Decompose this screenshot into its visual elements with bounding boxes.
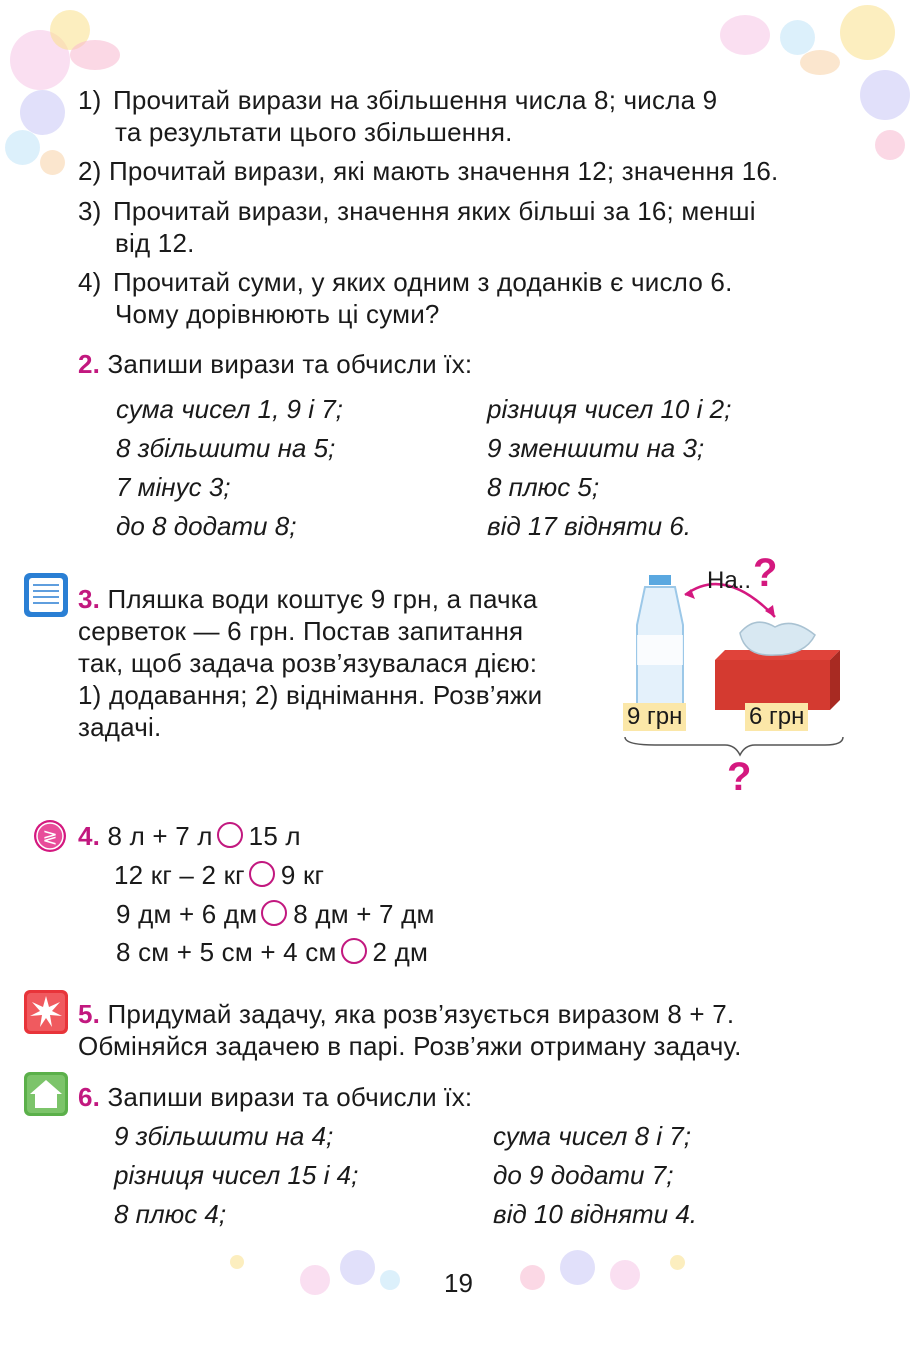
item-text: Прочитай вирази на збільшення числа 8; числа 9 xyxy=(112,85,718,115)
task1-item-3 xyxy=(78,195,848,259)
task4-row-4 xyxy=(116,936,428,968)
text: Пляшка води коштує 9 грн, а пачка xyxy=(107,584,538,614)
home-icon xyxy=(24,1072,68,1116)
tissue-box-icon xyxy=(715,622,840,710)
expr-left: 12 кг – 2 кг xyxy=(114,860,245,890)
expression: різниця чисел 15 і 4; xyxy=(114,1160,359,1190)
page-number: 19 xyxy=(444,1268,473,1298)
task3-text xyxy=(78,583,608,743)
task3-line-4: 1) додавання; 2) віднімання. Розв’яжи xyxy=(78,680,543,710)
price-bottle: 9 грн xyxy=(623,703,686,731)
star-burst-icon xyxy=(24,990,68,1034)
task4-row-1 xyxy=(78,820,301,852)
task2-right-column xyxy=(487,393,867,549)
task1-item-4 xyxy=(78,266,848,330)
task5-line-1 xyxy=(78,998,878,1030)
item-text: Прочитай вирази, які мають значення 12; значення 16. xyxy=(108,156,779,186)
item-text: Прочитай суми, у яких одним з доданків є число 6. xyxy=(112,267,733,297)
expr-left: 8 см + 5 см + 4 см xyxy=(116,937,337,967)
marker: 4) xyxy=(78,267,102,297)
item-text: Прочитай вирази, значення яких більші за 16; менші xyxy=(112,196,756,226)
expression: 8 плюс 5; xyxy=(487,472,600,502)
comparison-circle[interactable] xyxy=(261,900,287,926)
expression: до 9 додати 7; xyxy=(493,1160,674,1190)
expression: сума чисел 8 і 7; xyxy=(493,1121,691,1151)
expression: 9 збільшити на 4; xyxy=(114,1121,334,1151)
task3-line-5: задачі. xyxy=(78,712,162,742)
task6-left-column xyxy=(114,1120,484,1237)
marker: 2) xyxy=(78,156,102,186)
expression: 8 збільшити на 5; xyxy=(116,433,336,463)
bottle-icon xyxy=(637,575,683,705)
comparison-circle[interactable] xyxy=(249,861,275,887)
expression: різниця чисел 10 і 2; xyxy=(487,394,732,424)
expression: 9 зменшити на 3; xyxy=(487,433,705,463)
question-mark-bottom: ? xyxy=(727,755,752,799)
label-na: На.. xyxy=(707,567,752,594)
expression: від 10 відняти 4. xyxy=(493,1199,698,1229)
task-number: 5. xyxy=(78,999,101,1029)
task3-line-3: так, щоб задача розв’язувалася дією: xyxy=(78,648,538,678)
expr-right: 8 дм + 7 дм xyxy=(293,899,435,929)
marker: 1) xyxy=(78,85,102,115)
expr-right: 2 дм xyxy=(372,937,429,967)
task1-item-1 xyxy=(78,84,848,148)
comparison-circle[interactable] xyxy=(341,938,367,964)
expr-right: 15 л xyxy=(248,821,301,851)
notebook-icon xyxy=(24,573,68,617)
expression: сума чисел 1, 9 і 7; xyxy=(116,394,343,424)
task4-row-2 xyxy=(114,859,324,891)
comparison-circle[interactable] xyxy=(217,822,243,848)
marker: 3) xyxy=(78,196,102,226)
task2-left-column xyxy=(116,393,476,549)
task-title: Запиши вирази та обчисли їх: xyxy=(107,349,473,379)
task4-row-3 xyxy=(116,898,435,930)
task-title: Запиши вирази та обчисли їх: xyxy=(107,1082,473,1112)
expression: від 17 відняти 6. xyxy=(487,511,692,541)
task5-line-2: Обміняйся задачею в парі. Розв’яжи отриману задачу. xyxy=(78,1031,742,1061)
task6-heading xyxy=(78,1081,472,1113)
expr-left: 9 дм + 6 дм xyxy=(116,899,258,929)
question-mark-top: ? xyxy=(753,551,778,595)
task3-illustration xyxy=(615,551,855,805)
task3-line-1 xyxy=(78,583,608,615)
expression: 7 мінус 3; xyxy=(116,472,231,502)
price-box: 6 грн xyxy=(745,703,808,731)
task-number: 3. xyxy=(78,584,101,614)
item-text-cont: Чому дорівнюють ці суми? xyxy=(115,299,440,329)
expr-left: 8 л + 7 л xyxy=(107,821,213,851)
svg-text:≷: ≷ xyxy=(42,827,58,848)
task1-item-2 xyxy=(78,155,858,187)
expression: 8 плюс 4; xyxy=(114,1199,227,1229)
item-text-cont: від 12. xyxy=(115,228,195,258)
task2-heading xyxy=(78,348,472,380)
expr-right: 9 кг xyxy=(280,860,325,890)
task3-line-2: серветок — 6 грн. Постав запитання xyxy=(78,616,524,646)
task-number: 6. xyxy=(78,1082,101,1112)
task5-text xyxy=(78,998,878,1062)
compare-icon xyxy=(34,820,66,852)
task-number: 2. xyxy=(78,349,101,379)
task6-right-column xyxy=(493,1120,873,1237)
text: Придумай задачу, яка розв’язується виразом 8 + 7. xyxy=(107,999,735,1029)
expression: до 8 додати 8; xyxy=(116,511,297,541)
task-number: 4. xyxy=(78,821,101,851)
item-text-cont: та результати цього збільшення. xyxy=(115,117,513,147)
